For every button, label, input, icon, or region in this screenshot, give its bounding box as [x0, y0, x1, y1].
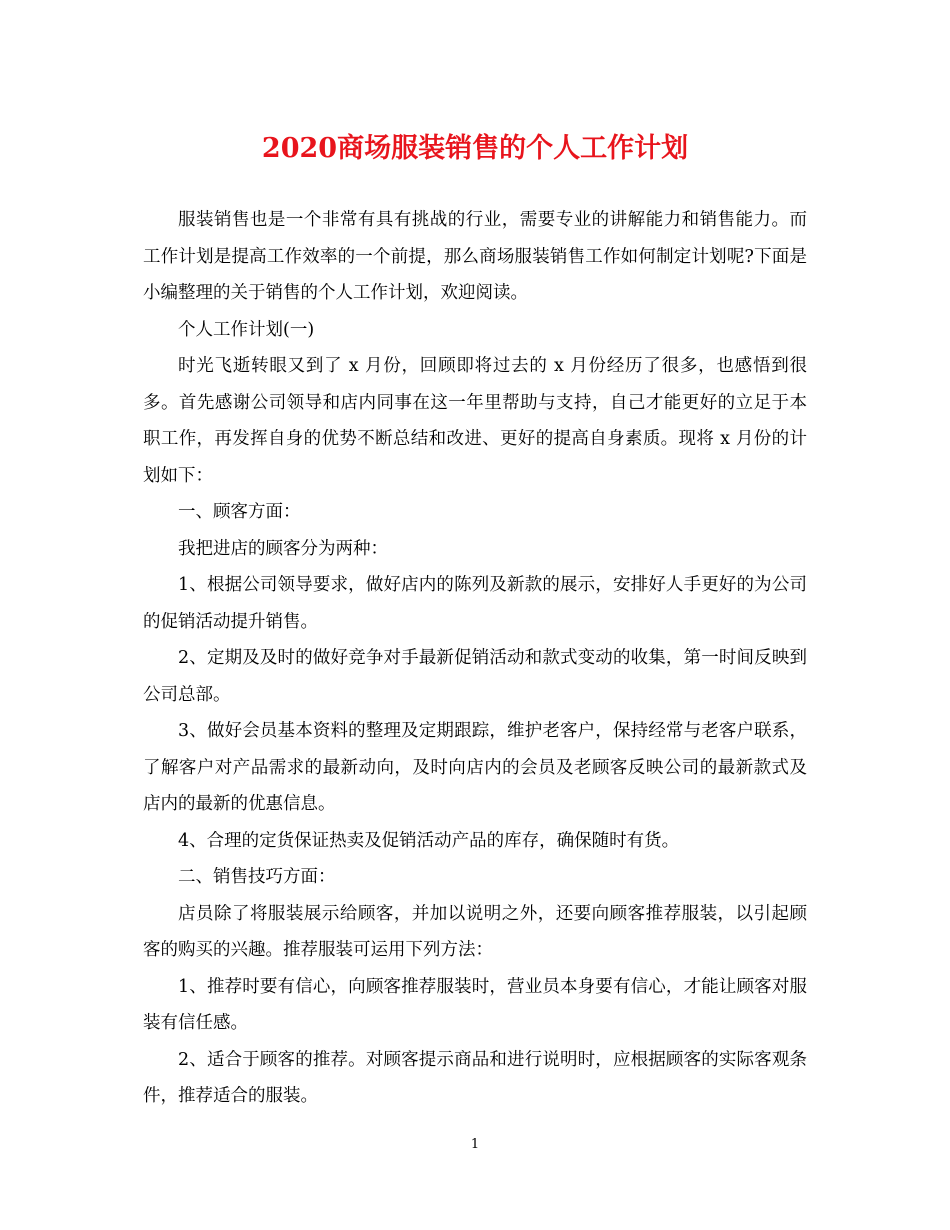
paragraph-review: 时光飞逝转眼又到了 x 月份，回顾即将过去的 x 月份经历了很多，也感悟到很多。首先感谢公司领导和店内同事在这一年里帮助与支持，自己才能更好的立足于本职工作，再发挥自身的优势不断总结和改进、更好的提高自身素质。现将 x 月份的计划如下： — [143, 356, 807, 486]
list-item-1: 1、根据公司领导要求，做好店内的陈列及新款的展示，安排好人手更好的为公司的促销活动提升销售。 — [143, 575, 807, 632]
page-number: 1 — [470, 1137, 480, 1152]
list-item-confidence: 1、推荐时要有信心，向顾客推荐服装时，营业员本身要有信心，才能让顾客对服装有信任感。 — [143, 976, 807, 1033]
list-item-4: 4、合理的定货保证热卖及促销活动产品的库存，确保随时有货。 — [178, 830, 680, 851]
list-item-2: 2、定期及及时的做好竞争对手最新促销活动和款式变动的收集，第一时间反映到公司总部。 — [143, 648, 807, 705]
list-item-suitable: 2、适合于顾客的推荐。对顾客提示商品和进行说明时，应根据顾客的实际客观条件，推荐适合的服装。 — [143, 1049, 807, 1106]
section-heading-customers: 一、顾客方面： — [178, 502, 301, 522]
paragraph-recommend: 店员除了将服装展示给顾客，并加以说明之外，还要向顾客推荐服装，以引起顾客的购买的兴趣。推荐服装可运用下列方法： — [143, 903, 807, 960]
paragraph-intro: 服装销售也是一个非常有具有挑战的行业，需要专业的讲解能力和销售能力。而工作计划是提高工作效率的一个前提，那么商场服装销售工作如何制定计划呢?下面是小编整理的关于销售的个人工作计划，欢迎阅读。 — [143, 210, 807, 303]
document-title: 2020商场服装销售的个人工作计划 — [261, 133, 689, 164]
section-heading-plan-1: 个人工作计划(一) — [178, 319, 315, 340]
section-heading-sales-skills: 二、销售技巧方面： — [178, 867, 336, 887]
document-body — [143, 202, 807, 1115]
paragraph-customer-types: 我把进店的顾客分为两种： — [178, 538, 388, 559]
list-item-3: 3、做好会员基本资料的整理及定期跟踪，维护老客户，保持经常与老客户联系，了解客户对产品需求的最新动向，及时向店内的会员及老顾客反映公司的最新款式及店内的最新的优惠信息。 — [143, 721, 807, 814]
